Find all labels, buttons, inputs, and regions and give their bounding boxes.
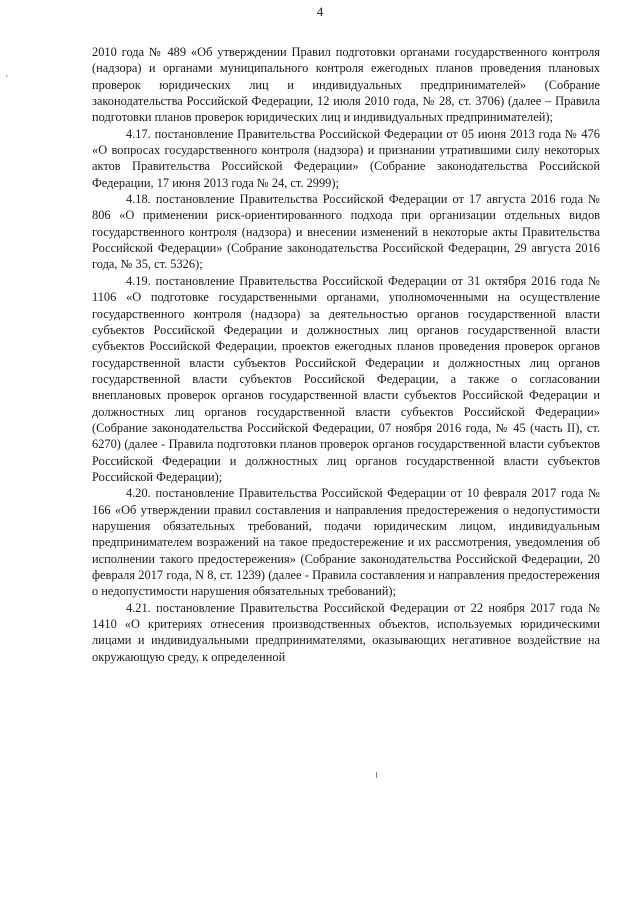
- document-body: [92, 44, 600, 665]
- paragraph-4-21: 4.21. постановление Правительства Российской Федерации от 22 ноября 2017 года № 1410 «О критериях отнесения производственных объектов, используемых юридическими лицами и индивидуальными предпринимателями, оказывающих негативное воздействие на окружающую среду, к определенной: [92, 600, 600, 664]
- margin-mark: ': [6, 74, 8, 85]
- paragraph-4-19: 4.19. постановление Правительства Российской Федерации от 31 октября 2016 года № 1106 «О подготовке государственными органами, уполномоченными на осуществление государственного контроля (надзора) за деятельностью органов государственной власти субъектов Российской Федерации и должностных лиц органов государственной власти субъектов Российской Федерации, проектов ежегодных планов проведения проверок органов государственной власти субъектов Российской Федерации и должностных лиц органов государственной власти субъектов Российской Федерации, а также о согласовании внеплановых проверок органов государственной власти субъектов Российской Федерации и должностных лиц органов государственной власти субъектов Российской Федерации» (Собрание законодательства Российской Федерации, 07 ноября 2016 года, № 45 (часть II), ст. 6270) (далее - Правила подготовки планов проверок органов государственной власти субъектов Российской Федерации и должностных лиц органов государственной власти субъектов Российской Федерации);: [92, 273, 600, 484]
- paragraph-4-17: 4.17. постановление Правительства Российской Федерации от 05 июня 2013 года № 476 «О вопросах государственного контроля (надзора) и признании утратившими силу некоторых актов Правительства Российской Федерации» (Собрание законодательства Российской Федерации, 17 июня 2013 года № 24, ст. 2999);: [92, 126, 600, 190]
- paragraph-4-18: 4.18. постановление Правительства Российской Федерации от 17 августа 2016 года № 806 «О применении риск-ориентированного подхода при организации отдельных видов государственного контроля (надзора) и внесении изменений в некоторые акты Правительства Российской Федерации» (Собрание законодательства Российской Федерации, 29 августа 2016 года, № 35, ст. 5326);: [92, 192, 600, 272]
- scan-artifact: [376, 772, 377, 778]
- paragraph-4-16-continuation: 2010 года № 489 «Об утверждении Правил подготовки органами государственного контроля (надзора) и органами муниципального контроля ежегодных планов проведения плановых проверок юридических лиц и индивидуальных предпринимателей» (Собрание законодательства Российской Федерации, 12 июля 2010 года, № 28, ст. 3706) (далее – Правила подготовки планов проверок юридических лиц и индивидуальных предпринимателей);: [92, 45, 600, 125]
- page-number: 4: [316, 4, 324, 19]
- paragraph-4-20: 4.20. постановление Правительства Российской Федерации от 10 февраля 2017 года № 166 «Об утверждении правил составления и направления предостережения о недопустимости нарушения обязательных требований, подачи юридическим лицом, индивидуальным предпринимателем возражений на такое предостережение и их рассмотрения, уведомления об исполнении такого предостережения» (Собрание законодательства Российской Федерации, 20 февраля 2017 года, N 8, ст. 1239) (далее - Правила составления и направления предостережения о недопустимости нарушения обязательных требований);: [92, 486, 600, 599]
